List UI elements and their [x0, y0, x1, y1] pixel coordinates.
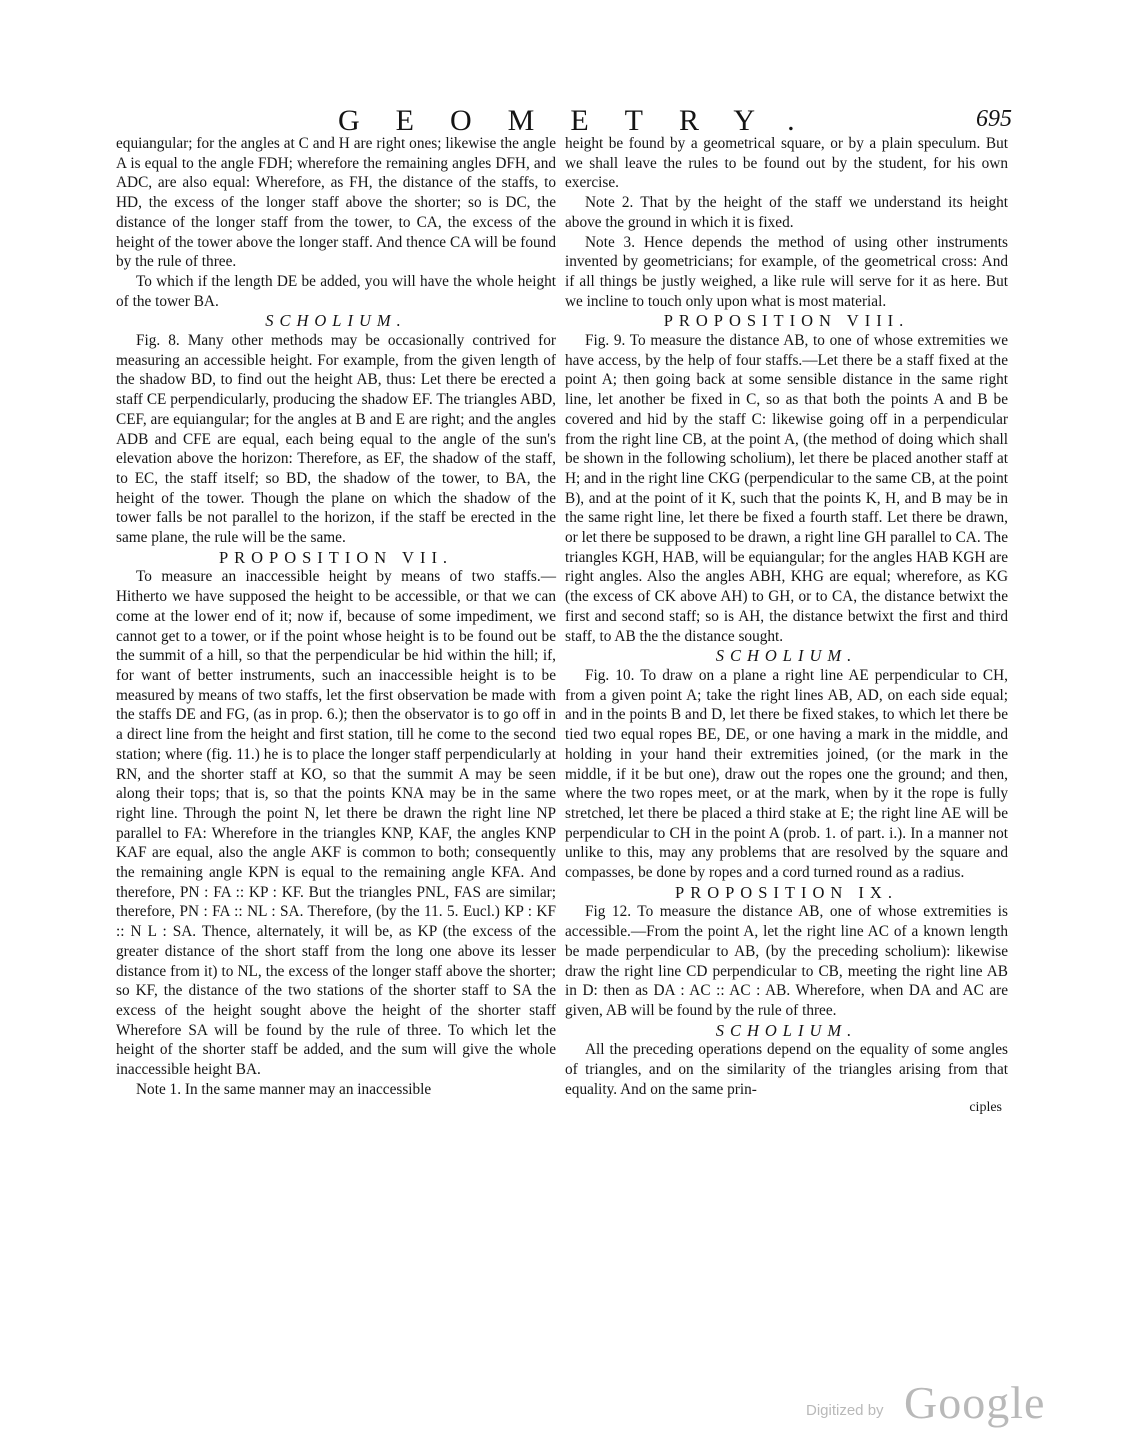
running-title: GEOMETRY. — [338, 104, 831, 137]
digitized-watermark — [806, 1376, 1046, 1436]
scholium-heading: SCHOLIUM. — [715, 646, 858, 666]
page-header — [118, 104, 1018, 138]
left-column — [116, 134, 556, 1099]
scholium-heading: SCHOLIUM. — [715, 1020, 858, 1040]
page-number: 695 — [976, 106, 1012, 132]
proposition-heading: PROPOSITION IX. — [675, 882, 898, 902]
google-logo: Google — [904, 1377, 1046, 1428]
paragraph: Note 3. Hence depends the method of using other instruments invented by geometricians; for example, of the geometrical cross: And if all things be justly weighed, a like rule will serve for it as here. But we incline to touch only upon what is most material. — [565, 233, 1008, 310]
paragraph: equiangular; for the angles at C and H are right ones; likewise the angle A is equal to the angle FDH; wherefore the remaining angles DFH, and ADC, are also equal: Wherefore, as FH, the distance of the staffs, to HD, the excess of the longer staff above the shorter; so is DC, the distance of the longer staff from the tower, to CA, the excess of the height of the tower above the longer staff. And thence CA will be found by the rule of three. — [116, 135, 556, 271]
paragraph: To measure an inaccessible height by means of two staffs.—Hitherto we have supposed the height to be accessible, or that we can come at the lower end of it; now if, because of some impediment, we cannot get to a tower, or if the point whose height is to be found out be the summit of a hill, so that the perpendicular be hid within the hill; if, for want of better instruments, such an inaccessible height is to be measured by means of two staffs, let the first observation be made with the staffs DE and FG, (as in prop. 6.); then the observator is to go off in a direct line from the height and first station, till he come to the second station; where (fig. 11.) he is to place the longer staff perpendicularly at RN, and the shorter staff at KO, so that the summit A may be seen along their tops; that is, so that the points KNA may be in the same right line. Through the point N, let there be drawn the right line NP parallel to FA: Wherefore in the triangles KNP, KAF, the angles KNP KAF are equal, also the angle AKF is common to both; consequently the remaining angle KPN is equal to the remaining angle KFA. And therefore, PN : FA :: KP : KF. But the triangles PNL, FAS are similar; therefore, PN : FA :: NL : SA. Therefore, (by the 11. 5. Eucl.) KP : KF :: N L : SA. Thence, alternately, it will be, as KP (the excess of the greater distance of the short staff from the long one above its lesser distance from it) to NL, the excess of the longer staff above the shorter; so KF, the distance of the two stations of the shorter staff to SA the excess of the height sought above the height of the shorter staff Wherefore SA will be found by the rule of three. To which let the height of the shorter staff be added, and the sum will give the whole inaccessible height BA. — [116, 568, 556, 1079]
paragraph: Note 2. That by the height of the staff we understand its height above the ground in which it is fixed. — [565, 194, 1008, 231]
paragraph: Fig. 10. To draw on a plane a right line AE perpendicular to CH, from a given point A; take the right lines AB, AD, on each side equal; and in the points B and D, let there be fixed stakes, to which let there be tied two equal ropes BE, DE, or one having a mark in the middle, and holding in your hand their extremities joined, (or the mark in the middle, if it be but one), draw out the ropes one the ground; and then, where the two ropes meet, or at the mark, when by it the rope is fully stretched, let there be placed a third stake at E; the right line AE will be perpendicular to CH in the point A (prob. 1. of part. i.). In a manner not unlike to this, may any problems that are resolved by the square and compasses, be done by ropes and a cord turned round as a radius. — [565, 666, 1008, 882]
paragraph: height be found by a geometrical square, or by a plain speculum. But we shall leave the rules to be found out by the student, for his own exercise. — [565, 135, 1008, 192]
scholium-heading: SCHOLIUM. — [265, 311, 407, 331]
catchword: ciples — [969, 1100, 1002, 1116]
paragraph: To which if the length DE be added, you will have the whole height of the tower BA. — [116, 272, 556, 310]
watermark-caption: Digitized by — [806, 1402, 884, 1419]
paragraph: All the preceding operations depend on the equality of some angles of triangles, and on the similarity of the triangles arising from that equality. And on the same prin- — [565, 1041, 1008, 1098]
proposition-heading: PROPOSITION VII. — [218, 547, 454, 567]
paragraph: Fig. 8. Many other methods may be occasionally contrived for measuring an accessible height. For example, from the given length of the shadow BD, to find out the height AB, thus: Let there be erected a staff CE perpendicularly, producing the shadow EF. The triangles ABD, CEF, are equiangular; for the angles at B and E are right; and the angles ADB and CFE are equal, each being equal to the angle of the sun's elevation above the horizon: Therefore, as EF, the shadow of the staff, to EC, the staff itself; so BD, the shadow of the tower, to BA, the height of the tower. Though the plane on which the shadow of the tower falls be not parallel to the horizon, if the staff be erected in the same plane, the rule will be the same. — [116, 332, 556, 547]
paragraph: Fig. 9. To measure the distance AB, to one of whose extremities we have access, by the help of four staffs.—Let there be a staff fixed at the point A; then going back at some sensible distance in the same right line, let another be fixed in C, so as that both the points A and B be covered and hid by the staff C: likewise going off in a perpendicular from the right line CB, at the point A, (the method of doing which shall be shown in the following scholium), let there be placed another staff at H; and in the right line CKG (perpendicular to the same CB, at the point B), and at the point of it K, such that the points K, H, and B may be in the same right line, let there be fixed a fourth staff. Let there be drawn, or let there be supposed to be drawn, a right line GH parallel to CA. The triangles KGH, HAB, will be equiangular; for the angles HAB KGH are right angles. Also the angles ABH, KHG are equal; wherefore, as KG (the excess of CK above AH) to GH, or to CA, the distance betwixt the first and second staff; so is AH, the distance betwixt the first and third staff, to AB the the distance sought. — [565, 332, 1008, 645]
paragraph: Note 1. In the same manner may an inaccessible — [136, 1080, 432, 1098]
right-column — [565, 134, 1008, 1117]
paragraph: Fig 12. To measure the distance AB, one of whose extremities is accessible.—From the point A, let the right line AC of a known length be made perpendicular to AB, (by the preceding scholium): likewise draw the right line CD perpendicular to CB, meeting the right line AB in D: then as DA : AC :: AC : AB. Wherefore, when DA and AC are given, AB will be found by the rule of three. — [565, 903, 1008, 1019]
proposition-heading: PROPOSITION VIII. — [663, 311, 910, 331]
